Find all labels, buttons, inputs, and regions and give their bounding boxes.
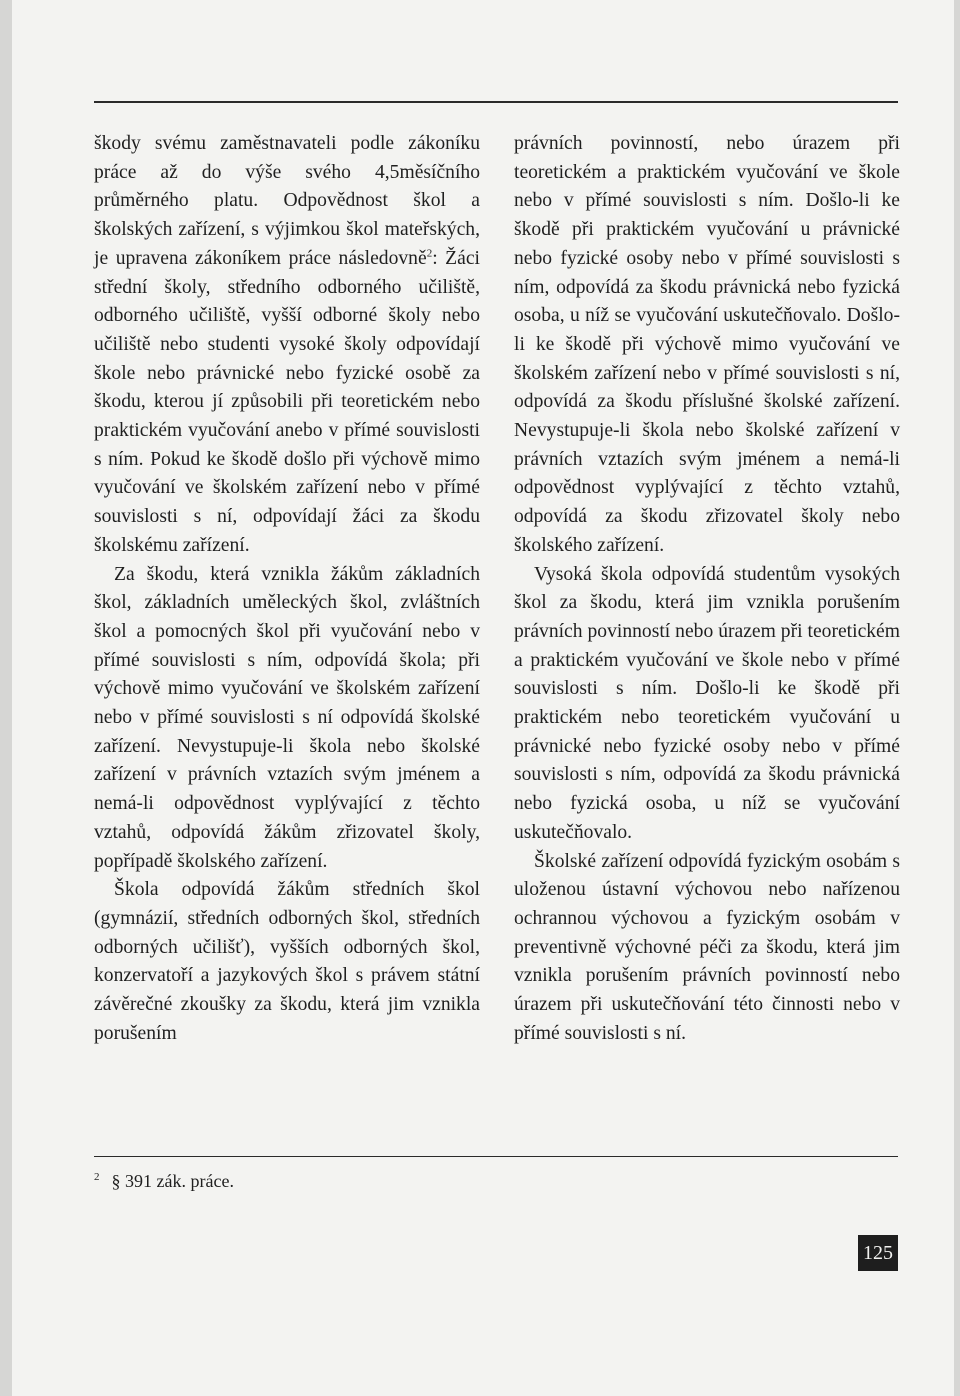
footnote-rule [94,1156,898,1157]
left-paragraph-1-text-a: škody svému zaměstnavateli podle zákoníku práce až do výše svého 4,5měsíčního průměrného platu. Odpovědnost škol a školských zařízení, s výjimkou škol mateřských, je upravena zákoníkem práce následovně [94,133,480,269]
footnote [94,1165,234,1193]
page-number: 125 [858,1235,898,1271]
footnote-reference[interactable]: 2 [426,247,433,260]
left-paragraph-2: Za škodu, která vznikla žákům základních škol, základních uměleckých škol, zvláštních škol a pomocných škol při vyučování nebo v přímé souvislosti s ním, odpovídá škola; při výchově mimo vyučování ve školském zařízení nebo v přímé souvislosti s ní odpovídá školské zařízení. Nevystupuje-li škola nebo školské zařízení v právních vztazích svým jménem a nemá-li odpovědnost vyplývající z těchto vztahů, odpovídá žákům zřizovatel školy, popřípadě školského zařízení. [94,563,480,872]
right-column [514,130,900,1049]
right-paragraph-2: Vysoká škola odpovídá studentům vysokých škol za škodu, která jim vznikla porušením právních povinností nebo úrazem při teoretickém a praktickém vyučování ve škole nebo v přímé souvislosti s ním. Došlo-li ke škodě při praktickém nebo teoretickém vyučování u právnické nebo fyzické osoby nebo v přímé souvislosti s ním, odpovídá za škodu právnická nebo fyzická osoba, u níž se vyučování uskutečňovalo. [514,563,900,843]
book-page [12,0,954,1396]
left-paragraph-3: Škola odpovídá žákům středních škol (gymnázií, středních odborných škol, středních odborných učilišť), vyšších odborných škol, konzervatoří a jazykových škol s právem státní závěrečné zkoušky za škodu, která jim vznikla porušením [94,879,480,1044]
right-paragraph-3: Školské zařízení odpovídá fyzickým osobám s uloženou ústavní výchovou nebo nařízenou ochrannou výchovou a fyzickým osobám v preventivně výchovné péči za škodu, která jim vznikla porušením právních povinností nebo úrazem při uskutečňování této činnosti nebo v přímé souvislosti s ní. [514,850,900,1044]
footnote-text: § 391 zák. práce. [111,1171,234,1191]
left-paragraph-1 [94,130,480,561]
top-rule [94,101,898,103]
left-paragraph-1-text-b: : Žáci střední školy, středního odborného učiliště, odborného učiliště, vyšší odborné školy nebo učiliště nebo studenti vysoké školy odpovídají škole nebo právnické nebo fyzické osobě za škodu, kterou jí způsobili při teoretickém nebo praktickém vyučování anebo v přímé souvislosti s ním. Pokud ke škodě došlo při výchově mimo vyučování ve školském zařízení nebo v přímé souvislosti s ní, odpovídají žáci za škodu školskému zařízení. [94,247,480,556]
footnote-mark: 2 [94,1171,100,1183]
left-column [94,130,480,1049]
right-paragraph-1: právních povinností, nebo úrazem při teoretickém a praktickém vyučování ve škole nebo v přímé souvislosti s ním. Došlo-li ke škodě při praktickém vyučování u právnické nebo fyzické osoby nebo v přímé souvislosti s ním, odpovídá za škodu právnická nebo fyzická osoba, u níž se vyučování uskutečňovalo. Došlo-li ke škodě při výchově mimo vyučování ve školském zařízení nebo v přímé souvislosti s ní, odpovídá za škodu příslušné školské zařízení. Nevystupuje-li škola nebo školské zařízení v právních vztazích svým jménem a nemá-li odpovědnost vyplývající z těchto vztahů, odpovídá za škodu zřizovatel školy nebo školského zařízení. [514,133,900,556]
